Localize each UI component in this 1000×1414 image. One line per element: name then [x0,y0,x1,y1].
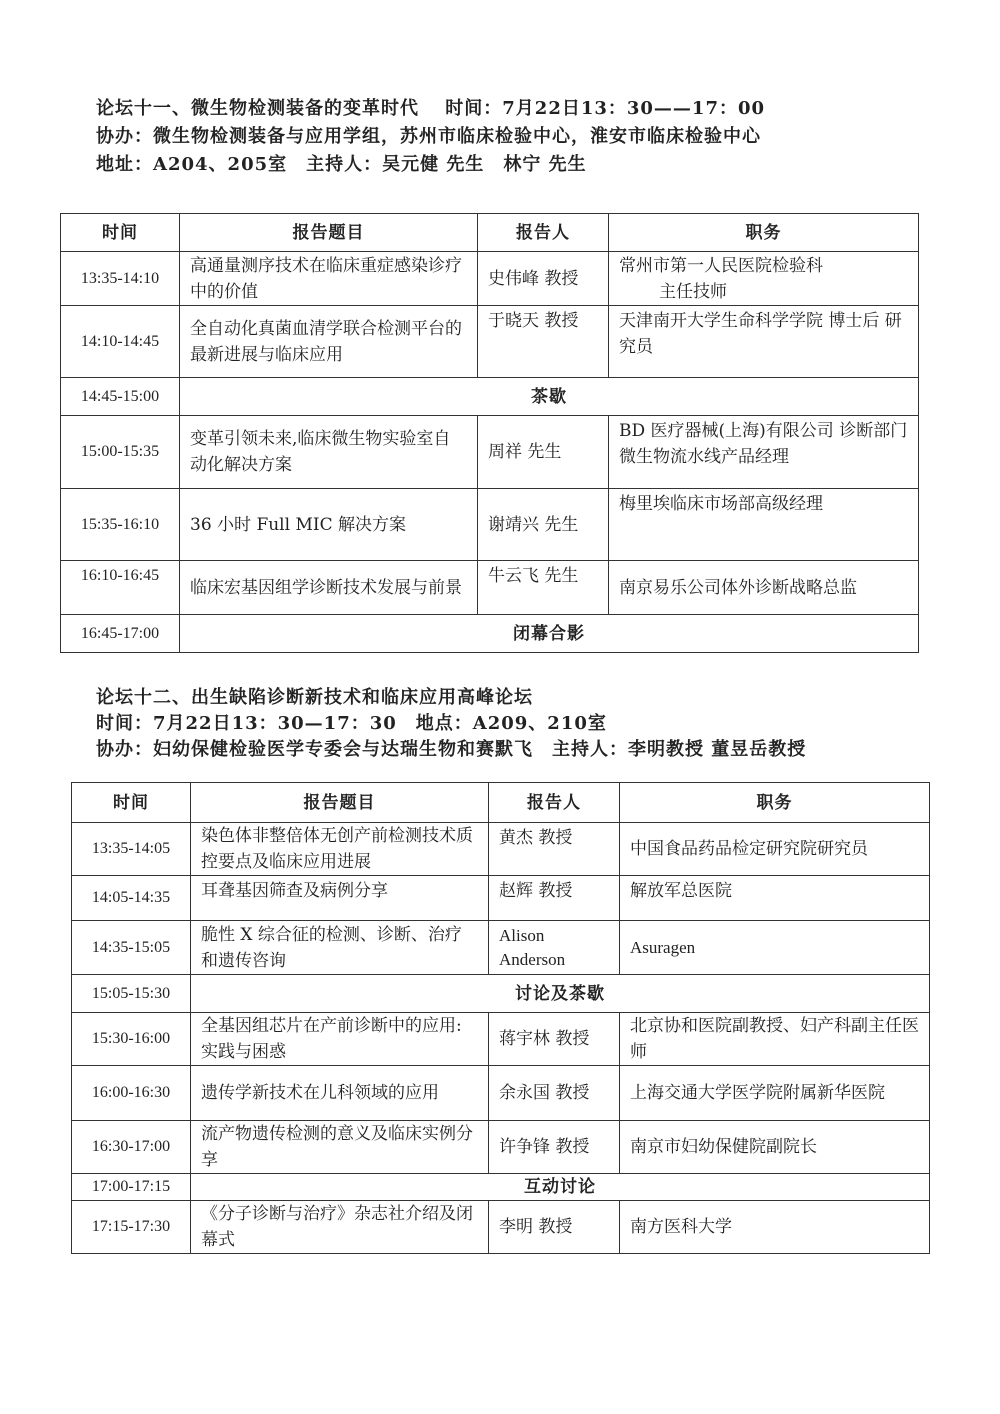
row-title: 耳聋基因筛查及病例分享 [191,876,489,921]
row-merged: 闭幕合影 [180,615,919,653]
row-merged: 互动讨论 [191,1174,930,1201]
header-speaker: 报告人 [489,783,620,823]
row-position: BD 医疗器械(上海)有限公司 诊断部门微生物流水线产品经理 [609,416,919,489]
row-time: 14:10-14:45 [61,306,180,378]
row-time: 17:15-17:30 [72,1201,191,1254]
row-title: 遗传学新技术在儿科领域的应用 [191,1066,489,1121]
row-speaker: 牛云飞 先生 [478,561,609,615]
row-speaker: Alison Anderson [489,921,620,975]
row-position: 北京协和医院副教授、妇产科副主任医师 [620,1013,930,1066]
row-time: 17:00-17:15 [72,1174,191,1201]
row-speaker: 许争锋 教授 [489,1121,620,1174]
table-row [61,378,919,416]
row-time: 16:00-16:30 [72,1066,191,1121]
table-row [61,252,919,306]
row-time: 15:35-16:10 [61,489,180,561]
row-speaker: 于晓天 教授 [478,306,609,378]
table-header-row [61,214,919,252]
header-position: 职务 [609,214,919,252]
row-time: 15:05-15:30 [72,975,191,1013]
row-time: 13:35-14:10 [61,252,180,306]
table-row [72,1174,930,1201]
table-row [72,1066,930,1121]
table-row [61,416,919,489]
row-speaker: 李明 教授 [489,1201,620,1254]
forum12-time-location: 时间：7月22日13：30—17：30 地点：A209、210室 [96,713,607,734]
forum12-title: 论坛十二、出生缺陷诊断新技术和临床应用高峰论坛 [96,687,533,708]
row-position: 上海交通大学医学院附属新华医院 [620,1066,930,1121]
row-position: 南京易乐公司体外诊断战略总监 [609,561,919,615]
row-merged: 茶歇 [180,378,919,416]
row-title: 全基因组芯片在产前诊断中的应用:实践与困惑 [191,1013,489,1066]
table-row [61,489,919,561]
row-speaker: 周祥 先生 [478,416,609,489]
row-title: 变革引领未来,临床微生物实验室自动化解决方案 [180,416,478,489]
row-title: 流产物遗传检测的意义及临床实例分享 [191,1121,489,1174]
forum11-address-host: 地址：A204、205室 主持人：吴元健 先生 林宁 先生 [96,154,587,175]
row-title: 36 小时 Full MIC 解决方案 [180,489,478,561]
row-merged: 讨论及茶歇 [191,975,930,1013]
row-position: 解放军总医院 [620,876,930,921]
row-time: 13:35-14:05 [72,823,191,876]
table-row [61,306,919,378]
table-row [72,921,930,975]
header-title: 报告题目 [191,783,489,823]
row-title: 全自动化真菌血清学联合检测平台的最新进展与临床应用 [180,306,478,378]
row-speaker: 余永国 教授 [489,1066,620,1121]
row-time: 14:45-15:00 [61,378,180,416]
table-header-row [72,783,930,823]
row-time: 14:05-14:35 [72,876,191,921]
row-time: 15:30-16:00 [72,1013,191,1066]
table-row [72,876,930,921]
row-speaker: 谢靖兴 先生 [478,489,609,561]
row-title: 高通量测序技术在临床重症感染诊疗中的价值 [180,252,478,306]
row-time: 16:45-17:00 [61,615,180,653]
row-position: 梅里埃临床市场部高级经理 [609,489,919,561]
row-title: 染色体非整倍体无创产前检测技术质控要点及临床应用进展 [191,823,489,876]
header-title: 报告题目 [180,214,478,252]
row-title: 《分子诊断与治疗》杂志社介绍及闭幕式 [191,1201,489,1254]
row-time: 14:35-15:05 [72,921,191,975]
row-position: 南京市妇幼保健院副院长 [620,1121,930,1174]
forum12-table [71,782,930,1254]
header-time: 时间 [72,783,191,823]
row-time: 16:30-17:00 [72,1121,191,1174]
row-position: 南方医科大学 [620,1201,930,1254]
table-row [61,615,919,653]
table-row [72,975,930,1013]
row-speaker: 史伟峰 教授 [478,252,609,306]
row-title: 脆性 X 综合征的检测、诊断、治疗和遗传咨询 [191,921,489,975]
table-row [61,561,919,615]
table-row [72,823,930,876]
forum11-table [60,213,919,653]
forum11-title: 论坛十一、微生物检测装备的变革时代 时间：7月22日13：30——17：00 [96,98,766,119]
row-speaker: 黄杰 教授 [489,823,620,876]
row-speaker: 蒋宇林 教授 [489,1013,620,1066]
header-speaker: 报告人 [478,214,609,252]
row-title: 临床宏基因组学诊断技术发展与前景 [180,561,478,615]
row-position: Asuragen [620,921,930,975]
row-position: 中国食品药品检定研究院研究员 [620,823,930,876]
header-position: 职务 [620,783,930,823]
row-position [609,252,919,306]
table-row [72,1013,930,1066]
forum11-cohost: 协办：微生物检测装备与应用学组，苏州市临床检验中心，淮安市临床检验中心 [96,126,761,147]
row-time: 15:00-15:35 [61,416,180,489]
forum12-cohost-host: 协办：妇幼保健检验医学专委会与达瑞生物和赛默飞 主持人：李明教授 董昱岳教授 [96,739,807,760]
table-row [72,1121,930,1174]
table-row [72,1201,930,1254]
row-position-line2: 主任技师 [659,281,727,302]
row-speaker: 赵辉 教授 [489,876,620,921]
row-position: 天津南开大学生命科学学院 博士后 研究员 [609,306,919,378]
row-position-line1: 常州市第一人民医院检验科 [619,255,823,276]
header-time: 时间 [61,214,180,252]
row-time: 16:10-16:45 [61,561,180,615]
